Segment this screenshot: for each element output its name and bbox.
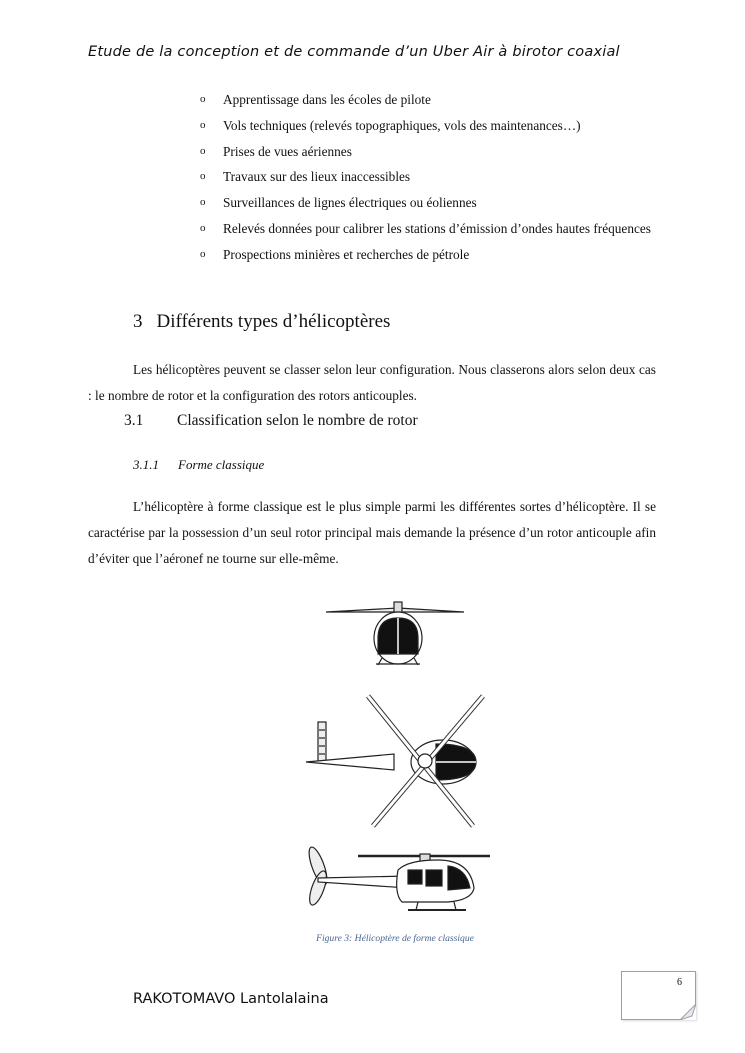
- list-item: o Travaux sur des lieux inaccessibles: [200, 164, 656, 190]
- body-paragraph: L’hélicoptère à forme classique est le plus simple parmi les différentes sortes d’hélicoptère. Il se caractérise par la possession d’un seul rotor principal mais demande la présence d’un rotor anticouple afin d’éviter que l’aéronef ne tourne sur elle-même.: [88, 499, 656, 566]
- list-item: o Relevés données pour calibrer les stations d’émission d’ondes hautes fréquences: [200, 216, 656, 242]
- section-intro-paragraph: Les hélicoptères peuvent se classer selon leur configuration. Nous classerons alors selon deux cas : le nombre de rotor et la configuration des rotors anticouples.: [88, 362, 656, 403]
- bullet-marker: o: [200, 247, 206, 260]
- page-number: 6: [677, 977, 682, 988]
- bullet-marker: o: [200, 93, 206, 105]
- helicopter-side-view: [306, 845, 490, 910]
- author-name: RAKOTOMAVO Lantolalaina: [133, 991, 329, 1007]
- figure-caption: Figure 3: Hélicoptère de forme classique: [316, 933, 474, 944]
- section-title: Différents types d’hélicoptères: [156, 311, 391, 332]
- helicopter-top-view: [306, 696, 483, 826]
- section-heading: [133, 311, 390, 333]
- list-item: o Prospections minières et recherches de pétrole: [200, 242, 656, 268]
- subsubsection-heading: [133, 457, 264, 473]
- running-header: Etude de la conception et de commande d’un Uber Air à birotor coaxial: [88, 44, 620, 60]
- list-item: o Vols techniques (relevés topographiques, vols des maintenances…): [200, 113, 656, 139]
- section-number: 3: [133, 311, 143, 332]
- bullet-list: [200, 87, 656, 268]
- helicopter-figure: [298, 598, 498, 918]
- helicopter-front-view: [326, 602, 464, 665]
- subsubsection-title: Forme classique: [178, 457, 265, 472]
- bullet-marker: o: [200, 118, 206, 131]
- subsection-heading: [124, 412, 418, 430]
- list-item: o Surveillances de lignes électriques ou éoliennes: [200, 190, 656, 216]
- bullet-marker: o: [200, 221, 206, 234]
- bullet-marker: o: [200, 196, 206, 209]
- list-item: o Apprentissage dans les écoles de pilote: [200, 87, 656, 113]
- bullet-marker: o: [200, 170, 206, 183]
- subsubsection-number: 3.1.1: [133, 457, 159, 472]
- subsection-title: Classification selon le nombre de rotor: [177, 412, 418, 429]
- page-number-box: [621, 971, 696, 1020]
- bullet-marker: o: [200, 144, 206, 157]
- list-item: o Prises de vues aériennes: [200, 139, 656, 165]
- page-curl-icon: [680, 1004, 696, 1020]
- subsection-number: 3.1: [124, 412, 144, 429]
